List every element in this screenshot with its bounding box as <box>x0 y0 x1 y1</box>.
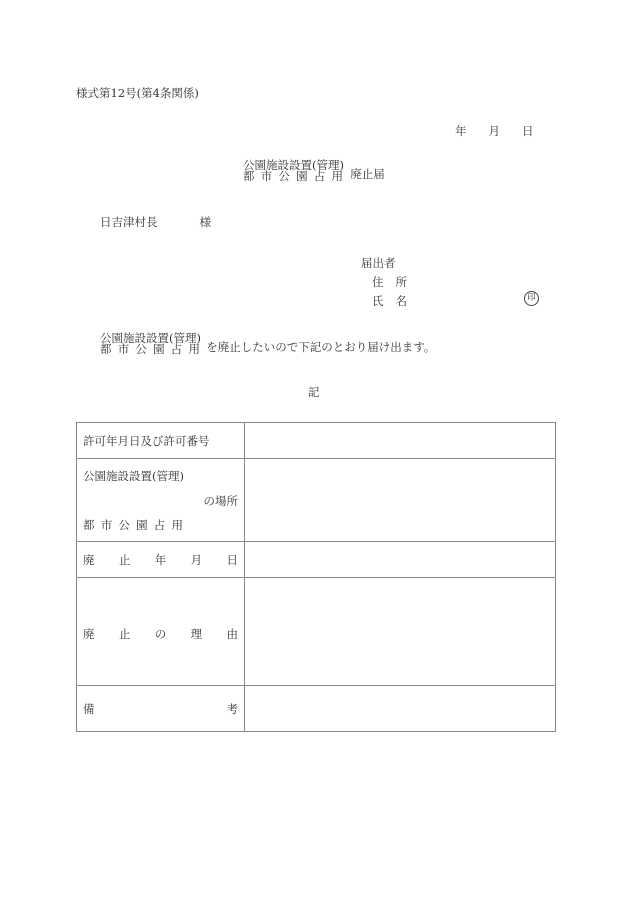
label-char: 廃 <box>83 552 95 567</box>
abolition-reason-field[interactable] <box>245 578 556 686</box>
date-year-label: 年 <box>455 124 467 138</box>
body-stacked <box>100 333 206 355</box>
body-suffix: を廃止したいので下記のとおり届け出ます。 <box>206 340 436 354</box>
label-char: 年 <box>154 552 167 567</box>
table-row-remarks <box>77 686 556 732</box>
name-label <box>372 293 407 309</box>
label-char: 廃 <box>83 627 95 641</box>
location-label-line1: 公園施設設置(管理) <box>83 469 184 483</box>
label-char: の <box>154 627 167 641</box>
label-char: 理 <box>190 627 203 641</box>
body-line1: 公園施設設置(管理) <box>100 331 201 345</box>
document-title <box>243 160 385 182</box>
location-label-line3: 都市公園占用 <box>83 518 190 532</box>
addressee-honorific: 様 <box>199 215 211 229</box>
details-table <box>76 422 556 732</box>
form-number: 様式第12号(第4条関係) <box>76 86 199 100</box>
label-char: 日 <box>226 552 238 567</box>
abolition-reason-label <box>77 578 245 686</box>
label-char: 止 <box>118 552 131 567</box>
location-label-line2: の場所 <box>203 494 238 508</box>
name-label-char2: 名 <box>395 294 407 308</box>
table-row-abolition-reason <box>77 578 556 686</box>
address-label <box>372 274 407 290</box>
location-field[interactable] <box>245 459 556 542</box>
address-label-char2: 所 <box>395 275 407 289</box>
title-suffix: 廃止届 <box>350 167 385 181</box>
notifier-label: 届出者 <box>361 256 396 270</box>
name-label-char1: 氏 <box>372 294 384 308</box>
title-line1: 公園施設設置(管理) <box>243 158 344 172</box>
abolition-date-field[interactable] <box>245 542 556 578</box>
body-line2: 都市公園占用 <box>100 342 207 356</box>
title-stacked <box>243 160 349 182</box>
permit-date-number-field[interactable] <box>245 423 556 459</box>
label-char: 止 <box>118 627 131 641</box>
date-month-label: 月 <box>488 124 500 138</box>
location-label <box>77 459 245 542</box>
addressee <box>100 214 211 230</box>
title-line2: 都市公園占用 <box>243 169 350 183</box>
table-row-abolition-date <box>77 542 556 578</box>
addressee-name: 日吉津村長 <box>100 215 158 229</box>
label-char: 由 <box>226 627 238 641</box>
label-char: 備 <box>83 701 95 716</box>
address-label-char1: 住 <box>372 275 384 289</box>
abolition-date-label <box>77 542 245 578</box>
table-row-location <box>77 459 556 542</box>
label-char: 考 <box>226 701 238 716</box>
remarks-field[interactable] <box>245 686 556 732</box>
seal-icon: 印 <box>524 291 539 306</box>
table-row-permit <box>77 423 556 459</box>
date-day-label: 日 <box>522 124 534 138</box>
remarks-label <box>77 686 245 732</box>
date-line <box>455 123 534 139</box>
ki-heading: 記 <box>308 385 320 399</box>
label-char: 月 <box>190 552 203 567</box>
permit-date-number-label: 許可年月日及び許可番号 <box>77 423 245 459</box>
body-text <box>100 333 435 355</box>
